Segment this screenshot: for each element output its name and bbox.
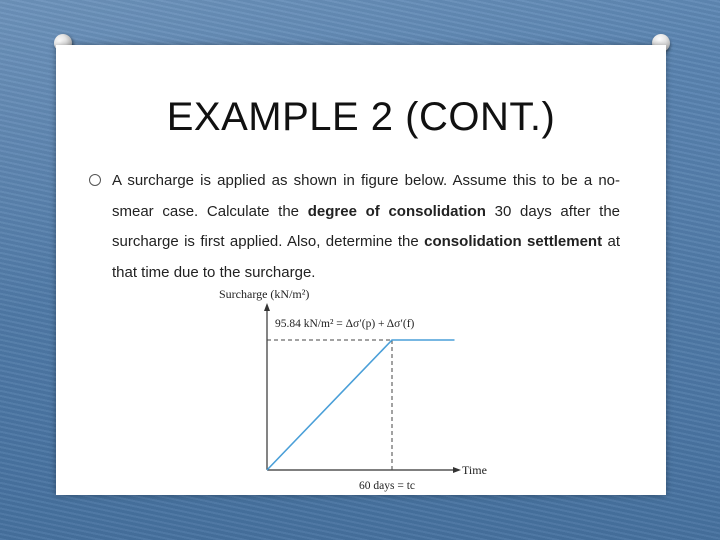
value-annotation: 95.84 kN/m² = Δσ′(p) + Δσ′(f) [275, 318, 415, 330]
bullet-text-part3: at that time due to the surcharge. [112, 233, 620, 281]
surcharge-figure [219, 285, 494, 495]
x-axis-label: Time [462, 463, 487, 477]
y-axis-label: Surcharge (kN/m²) [219, 287, 310, 301]
bullet-text-part1: A surcharge is applied as shown in figure below. Assume this to be a no-smear case. Calculate the [112, 172, 620, 220]
bullet-text-bold1: degree of consolidation [307, 202, 486, 220]
x-axis-arrow-icon [453, 467, 461, 473]
slide-title: EXAMPLE 2 (CONT.) [166, 95, 556, 139]
bullet-text-bold2: consolidation settlement [424, 233, 603, 250]
y-axis-arrow-icon [264, 303, 270, 311]
surcharge-series-line [267, 340, 455, 470]
slide-card [56, 45, 666, 495]
bullet-text [112, 166, 620, 288]
time-annotation: 60 days = tc [359, 480, 415, 492]
bullet-circle-icon [89, 174, 101, 186]
bullet-text-part2: 30 days after the surcharge is first applied. Also, determine the [112, 202, 620, 250]
surcharge-chart [219, 285, 494, 495]
